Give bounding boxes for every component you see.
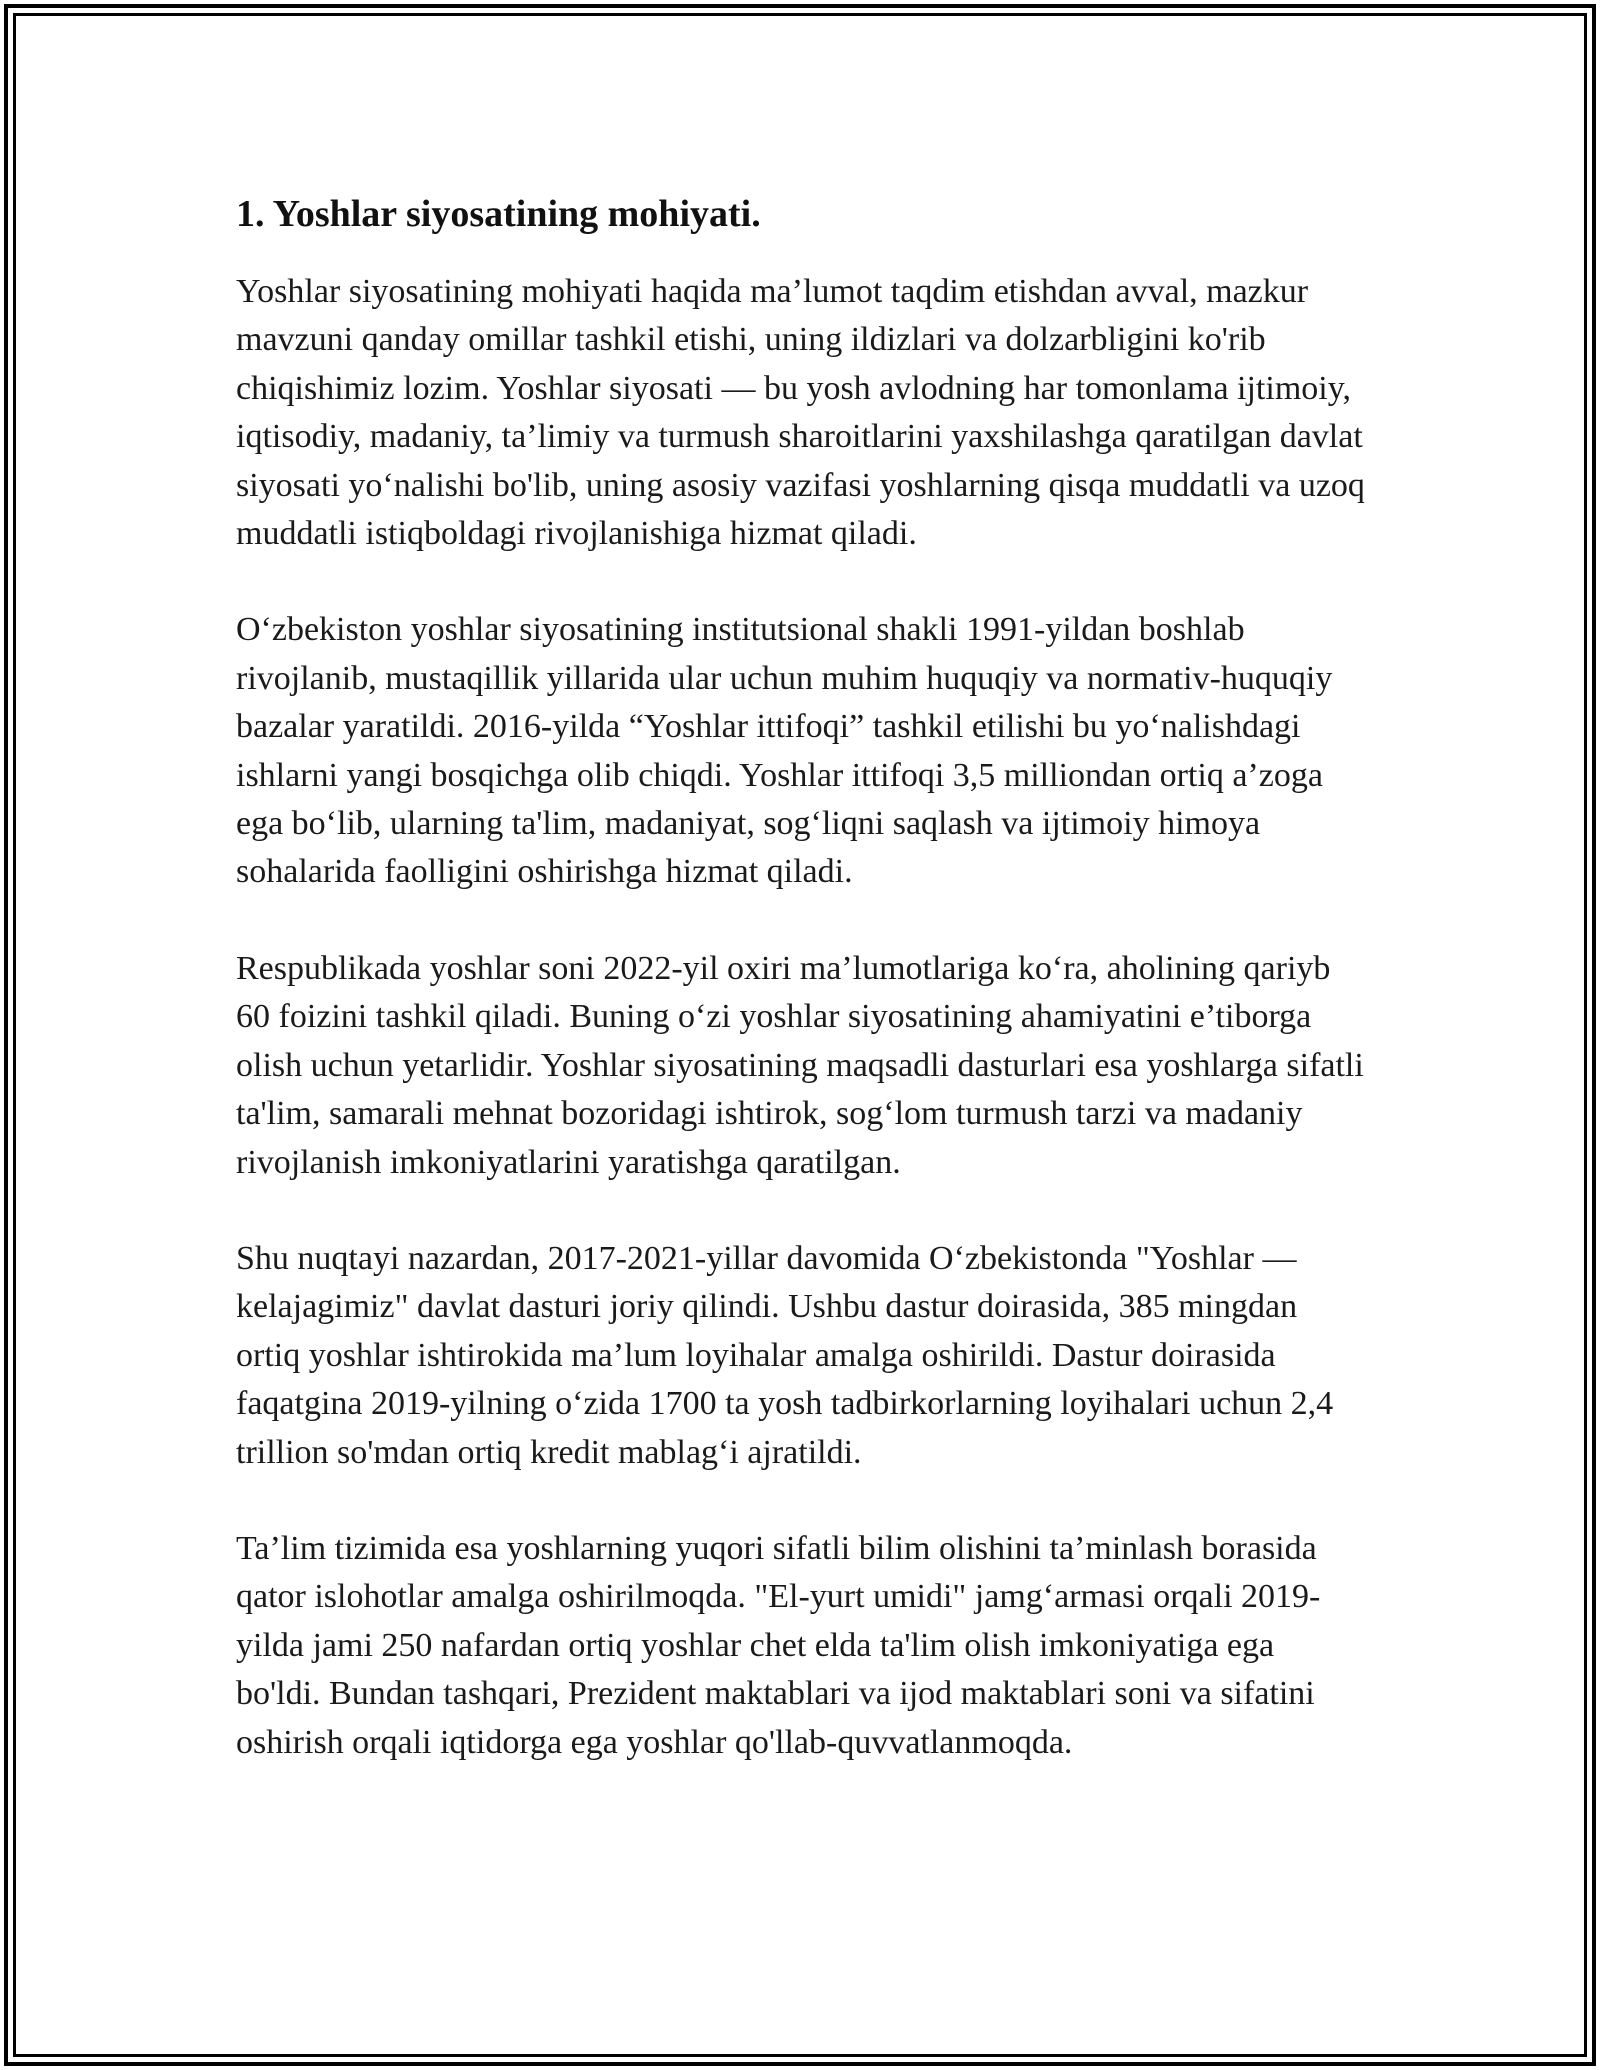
document-body — [236, 186, 1366, 1815]
paragraph-5: Ta’lim tizimida esa yoshlarning yuqori sifatli bilim olishini ta’minlash borasida qator islohotlar amalga oshirilmoqda. "El-yurt umidi" jamg‘armasi orqali 2019-yilda jami 250 nafardan ortiq yoshlar chet elda ta'lim olish imkoniyatiga ega bo'ldi. Bundan tashqari, Prezident maktablari va ijod maktablari soni va sifatini oshirish orqali iqtidorga ega yoshlar qo'llab-quvvatlanmoqda. — [236, 1529, 1321, 1761]
paragraph-2: O‘zbekiston yoshlar siyosatining institutsional shakli 1991-yildan boshlab rivojlanib, mustaqillik yillarida ular uchun muhim huquqiy va normativ-huquqiy bazalar yaratildi. 2016-yilda “Yoshlar ittifoqi” tashkil etilishi bu yo‘nalishdagi ishlarni yangi bosqichga olib chiqdi. Yoshlar ittifoqi 3,5 milliondan ortiq a’zoga ega bo‘lib, ularning ta'lim, madaniyat, sog‘liqni saqlash va ijtimoiy himoya sohalarida faolligini oshirishga hizmat qiladi. — [236, 611, 1333, 891]
paragraph-3: Respublikada yoshlar soni 2022-yil oxiri ma’lumotlariga ko‘ra, aholining qariyb 60 foizini tashkil qiladi. Buning o‘zi yoshlar siyosatining ahamiyatini e’tiborga olish uchun yetarlidir. Yoshlar siyosatining maqsadli dasturlari esa yoshlarga sifatli ta'lim, samarali mehnat bozoridagi ishtirok, sog‘lom turmush tarzi va madaniy rivojlanish imkoniyatlarini yaratishga qaratilgan. — [236, 949, 1364, 1181]
section-heading: 1. Yoshlar siyosatining mohiyati. — [236, 193, 761, 235]
paragraph-1: Yoshlar siyosatining mohiyati haqida ma’lumot taqdim etishdan avval, mazkur mavzuni qanday omillar tashkil etishi, uning ildizlari va dolzarbligini ko'rib chiqishimiz lozim. Yoshlar siyosati — bu yosh avlodning har tomonlama ijtimoiy, iqtisodiy, madaniy, ta’limiy va turmush sharoitlarini yaxshilashga qaratilgan davlat siyosati yo‘nalishi bo'lib, uning asosiy vazifasi yoshlarning qisqa muddatli va uzoq muddatli istiqboldagi rivojlanishiga hizmat qiladi. — [236, 273, 1365, 553]
paragraph-4: Shu nuqtayi nazardan, 2017-2021-yillar davomida O‘zbekistonda "Yoshlar — kelajagimiz" davlat dasturi joriy qilindi. Ushbu dastur doirasida, 385 mingdan ortiq yoshlar ishtirokida ma’lum loyihalar amalga oshirildi. Dastur doirasida faqatgina 2019-yilning o‘zida 1700 ta yosh tadbirkorlarning loyihalari uchun 2,4 trillion so'mdan ortiq kredit mablag‘i ajratildi. — [236, 1239, 1334, 1471]
